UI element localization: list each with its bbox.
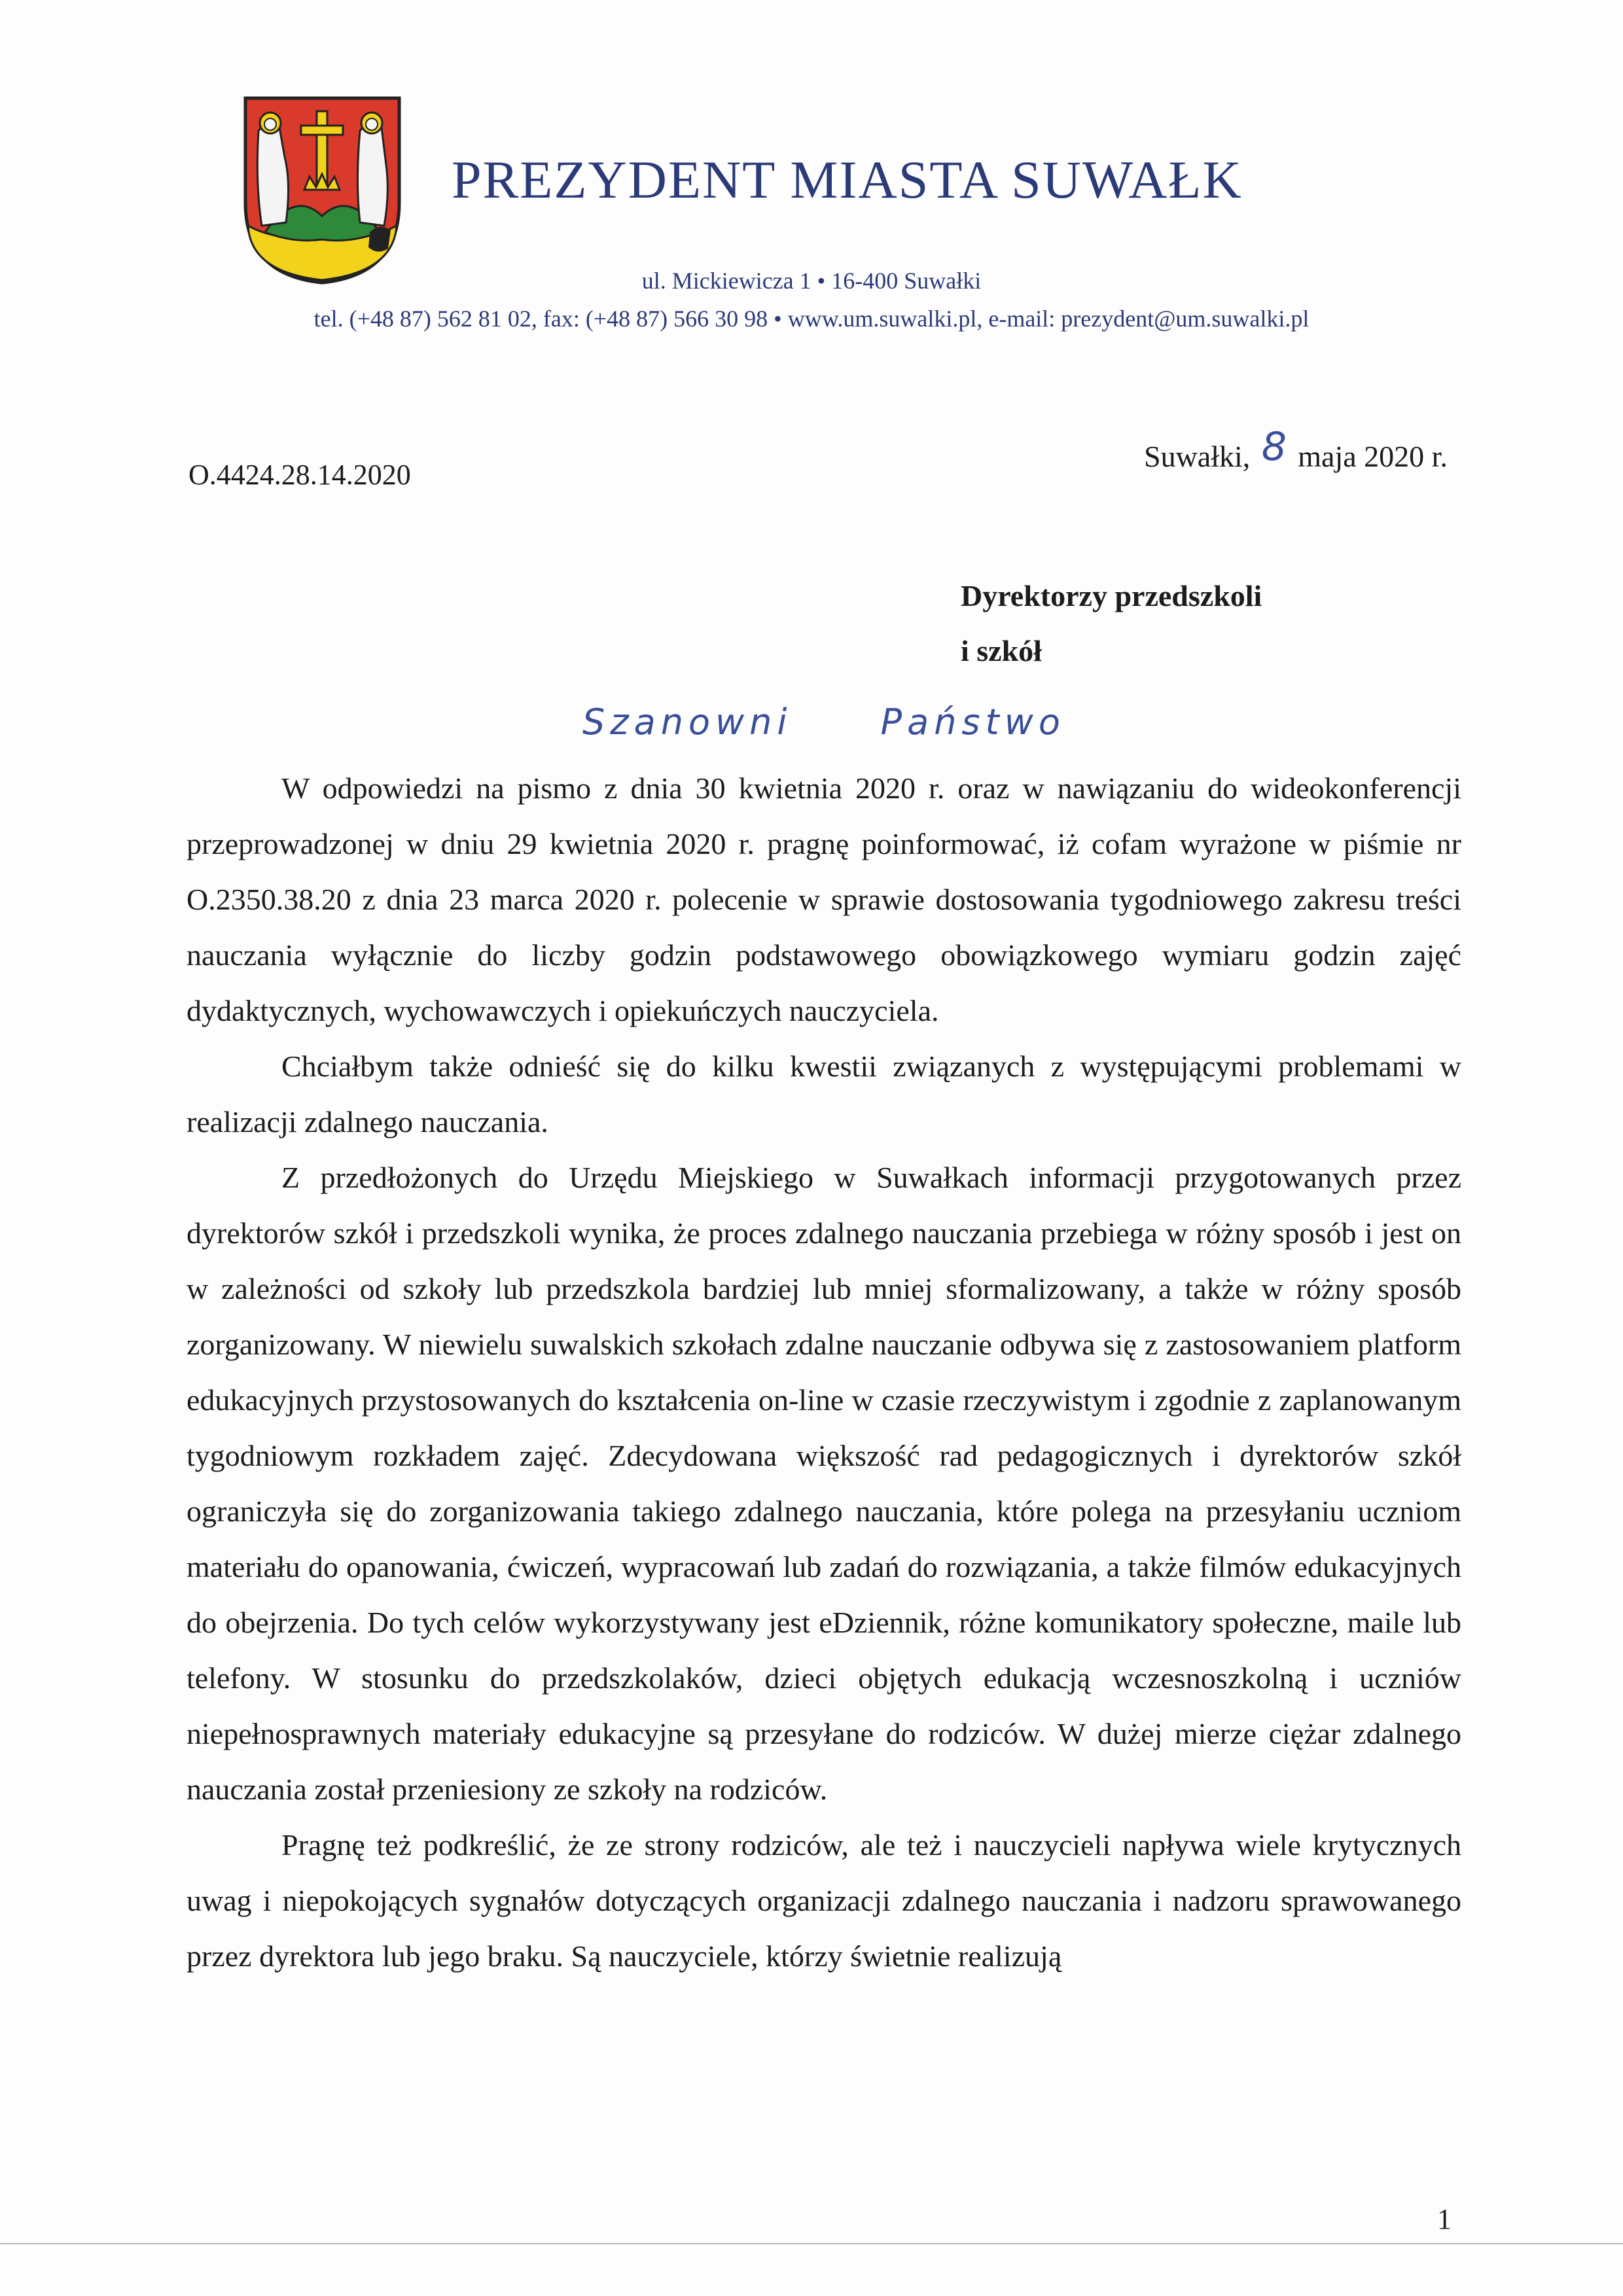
date-place: Suwałki,	[1144, 440, 1251, 473]
address-line-1: ul. Mickiewicza 1 • 16-400 Suwałki	[641, 268, 982, 294]
reference-number: O.4424.28.14.2020	[188, 459, 411, 491]
body-paragraph-4: Pragnę też podkreślić, że ze strony rodziców, ale też i nauczycieli napływa wiele krytycznych uwag i niepokojących sygnałów dotyczących organizacji zdalnego nauczania i nadzoru sprawowanego przez dyrektora lub jego braku. Są nauczyciele, którzy świetnie realizują	[187, 1828, 1461, 1973]
suwalki-coat-of-arms-icon	[239, 92, 406, 288]
page-number: 1	[1437, 2203, 1452, 2235]
body-paragraph-2: Chciałbym także odnieść się do kilku kwestii związanych z występującymi problemami w realizacji zdalnego nauczania.	[187, 1050, 1461, 1139]
date-day-handwritten: 8	[1261, 424, 1287, 470]
letter-body	[187, 760, 1461, 1984]
footer-divider	[0, 2243, 1623, 2244]
contact-line: tel. (+48 87) 562 81 02, fax: (+48 87) 566 30 98 • www.um.suwalki.pl, e-mail: prezydent@um.suwalki.pl	[313, 306, 1310, 332]
date-line	[1144, 424, 1448, 476]
office-title: PREZYDENT MIASTA SUWAŁK	[452, 150, 1243, 209]
body-paragraph-1: W odpowiedzi na pismo z dnia 30 kwietnia 2020 r. oraz w nawiązaniu do wideokonferencji przeprowadzonej w dniu 29 kwietnia 2020 r. pragnę poinformować, iż cofam wyrażone w piśmie nr O.2350.38.20 z dnia 23 marca 2020 r. polecenie w sprawie dostosowania tygodniowego zakresu treści nauczania wyłącznie do liczby godzin podstawowego obowiązkowego wymiaru godzin zajęć dydaktycznych, wychowawczych i opiekuńczych nauczyciela.	[187, 771, 1461, 1027]
date-rest: maja 2020 r.	[1298, 440, 1448, 473]
body-paragraph-3: Z przedłożonych do Urzędu Miejskiego w Suwałkach informacji przygotowanych przez dyrektorów szkół i przedszkoli wynika, że proces zdalnego nauczania przebiega w różny sposób i jest on w zależności od szkoły lub przedszkola bardziej lub mniej sformalizowany, a także w różny sposób zorganizowany. W niewielu suwalskich szkołach zdalne nauczanie odbywa się z zastosowaniem platform edukacyjnych przystosowanych do kształcenia on-line w czasie rzeczywistym i zgodnie z zaplanowanym tygodniowym rozkładem zajęć. Zdecydowana większość rad pedagogicznych i dyrektorów szkół ograniczyła się do zorganizowania takiego zdalnego nauczania, które polega na przesyłaniu uczniom materiału do opanowania, ćwiczeń, wypracowań lub zadań do rozwiązania, a także filmów edukacyjnych do obejrzenia. Do tych celów wykorzystywany jest eDziennik, różne komunikatory społeczne, maile lub telefony. W stosunku do przedszkolaków, dzieci objętych edukacją wczesnoszkolną i uczniów niepełnosprawnych materiały edukacyjne są przesyłane do rodziców. W dużej mierze ciężar zdalnego nauczania został przeniesiony ze szkoły na rodziców.	[187, 1161, 1461, 1806]
handwritten-salutation: Szanowni Państwo	[582, 701, 1065, 743]
addressee-line-1: Dyrektorzy przedszkoli	[961, 579, 1262, 612]
addressee-line-2: i szkół	[961, 634, 1042, 667]
